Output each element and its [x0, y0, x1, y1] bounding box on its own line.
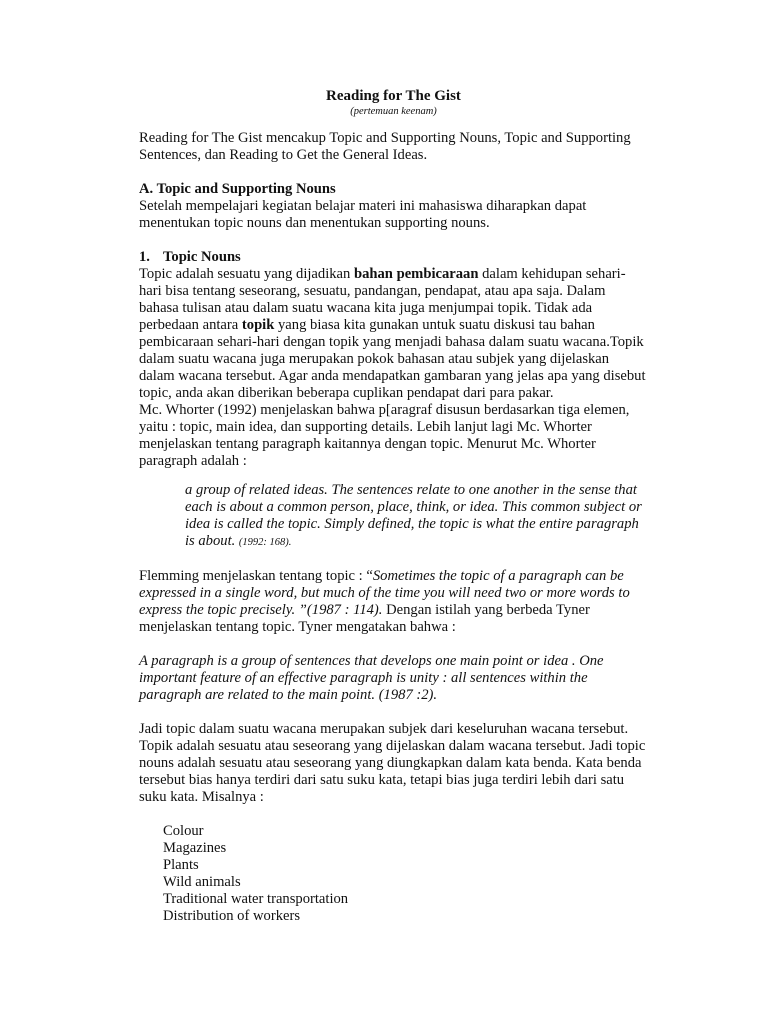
flemming-paragraph-part-1: Flemming menjelaskan tentang topic : “ — [139, 568, 373, 584]
document-title: Reading for The Gist — [326, 88, 461, 104]
topic-definition-paragraph — [139, 266, 648, 402]
topic-definition-part-2: dalam kehidupan sehari-hari bisa tentang seseorang, sesuatu, pandangan, pendapat, atau apa saja. Dalam bahasa tulisan atau dalam suatu wacana kita juga menjumpai topik. Tidak ada perbedaan antara — [139, 266, 626, 333]
document-subtitle: (pertemuan keenam) — [350, 106, 437, 117]
list-item: Plants — [163, 857, 199, 873]
flemming-quote: Sometimes the topic of a paragraph can be expressed in a single word, but much of the time you will need two or more words to express the topic precisely. ”(1987 : 114). — [139, 568, 630, 618]
list-item: Colour — [163, 823, 204, 839]
whorter-paragraph: Mc. Whorter (1992) menjelaskan bahwa p[aragraf disusun berdasarkan tiga elemen, yaitu : topic, main idea, dan supporting details. Lebih lanjut lagi Mc. Whorter menjelaskan tentang paragraph kaitannya dengan topic. Menurut Mc. Whorter paragraph adalah : — [139, 402, 630, 469]
whorter-quote-text: a group of related ideas. The sentences relate to one another in the sense that each is about a common person, place, think, or idea. This common subject or idea is called the topic. Simply defined, the topic is what the entire paragraph is about. — [185, 482, 642, 549]
topic-nouns-title: Topic Nouns — [163, 249, 241, 265]
topic-nouns-heading — [139, 249, 648, 266]
list-item: Traditional water transportation — [163, 891, 349, 907]
intro-paragraph: Reading for The Gist mencakup Topic and Supporting Nouns, Topic and Supporting Sentences, dan Reading to Get the General Ideas. — [139, 130, 631, 163]
examples-list — [139, 823, 648, 925]
conclusion-paragraph: Jadi topic dalam suatu wacana merupakan subjek dari keseluruhan wacana tersebut. Topik adalah sesuatu atau seseorang yang dijelaskan dalam wacana tersebut. Jadi topic nouns adalah sesuatu atau seseorang yang diungkapkan dalam kata benda. Kata benda tersebut bias hanya terdiri dari satu suku kata, tetapi bias juga terdiri lebih dari satu suku kata. Misalnya : — [139, 721, 646, 805]
section-a-heading: A. Topic and Supporting Nouns — [139, 181, 336, 197]
list-item: Wild animals — [163, 874, 241, 890]
topic-definition-bold-1: bahan pembicaraan — [353, 266, 479, 282]
list-item: Distribution of workers — [163, 908, 301, 924]
tyner-quote: A paragraph is a group of sentences that develops one main point or idea . One important feature of an effective paragraph is unity : all sentences within the paragraph are related to the main point. (1987 :2). — [139, 653, 604, 703]
list-item: Magazines — [163, 840, 227, 856]
topic-definition-part-1: Topic adalah sesuatu yang dijadikan — [139, 266, 354, 282]
flemming-paragraph-part-2: Dengan istilah yang berbeda Tyner menjelaskan tentang topic. Tyner mengatakan bahwa : — [139, 602, 590, 635]
topic-definition-part-3: yang biasa kita gunakan untuk suatu diskusi tau bahan pembicaraan sehari-hari dengan topik yang menjadi bahasa dalam suatu wacana.Topik dalam suatu wacana juga merupakan pokok bahasan atau subjek yang dijelaskan dalam wacana tersebut. Agar anda mendapatkan gambaran yang jelas apa yang disebut topic, anda akan diberikan beberapa cuplikan pendapat dari para pakar. — [139, 317, 646, 401]
whorter-quote-citation: (1992: 168). — [238, 537, 292, 548]
whorter-quote — [185, 482, 648, 551]
topic-definition-bold-2: topik — [241, 317, 275, 333]
section-a-text: Setelah mempelajari kegiatan belajar materi ini mahasiswa diharapkan dapat menentukan topic nouns dan menentukan supporting nouns. — [139, 198, 587, 231]
topic-nouns-number: 1. — [139, 249, 150, 265]
flemming-paragraph — [139, 568, 648, 636]
